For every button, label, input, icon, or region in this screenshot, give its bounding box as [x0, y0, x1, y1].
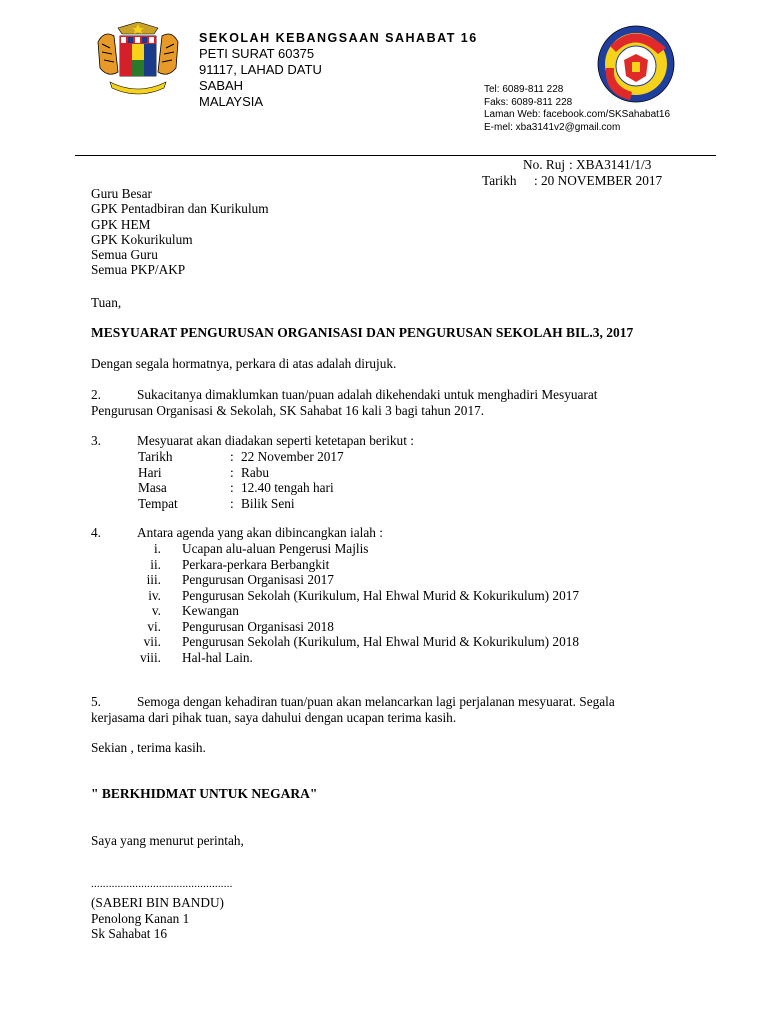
signatory-org: Sk Sahabat 16	[91, 926, 168, 941]
para-text: Mesyuarat akan diadakan seperti ketetapan berikut :	[137, 433, 414, 448]
agenda-item	[91, 541, 579, 557]
date-row	[482, 173, 662, 189]
agenda-number: v.	[151, 603, 161, 618]
contact-email: E-mel: xba3141v2@gmail.com	[484, 121, 621, 133]
reference-block	[482, 157, 662, 189]
signatory-title: Penolong Kanan 1	[91, 910, 190, 926]
agenda-item	[91, 588, 579, 604]
address-line: MALAYSIA	[199, 94, 264, 109]
detail-value: 22 November 2017	[241, 449, 344, 464]
header-divider	[75, 155, 716, 156]
agenda-item	[91, 650, 579, 666]
meeting-details	[138, 449, 344, 511]
date-value: : 20 NOVEMBER 2017	[534, 173, 663, 188]
agenda-item	[91, 557, 579, 573]
recipient: GPK HEM	[91, 216, 151, 232]
school-address-block	[199, 30, 478, 110]
contact-fax: Faks: 6089-811 228	[484, 96, 573, 108]
address-line: SABAH	[199, 78, 244, 93]
detail-row: Tarikh : 22 November 2017	[138, 449, 344, 464]
detail-row: Tempat : Bilik Seni	[138, 495, 295, 511]
agenda-number: iii.	[146, 572, 161, 587]
contact-phone: Tel: 6089-811 228	[484, 84, 564, 95]
letter-subject: MESYUARAT PENGURUSAN ORGANISASI DAN PENGURUSAN SEKOLAH BIL.3, 2017	[91, 325, 634, 340]
agenda-text: Pengurusan Sekolah (Kurikulum, Hal Ehwal Murid & Kokurikulum) 2018	[182, 634, 580, 649]
ref-value: : XBA3141/1/3	[569, 157, 652, 172]
agenda-text: Hal-hal Lain.	[182, 649, 253, 665]
detail-label: Tarikh	[138, 449, 173, 464]
agenda-number: iv.	[148, 587, 161, 603]
agenda-text: Pengurusan Organisasi 2017	[182, 572, 334, 587]
agenda-text: Kewangan	[182, 603, 239, 618]
agenda-text: Pengurusan Organisasi 2018	[182, 618, 334, 634]
address-line: 91117, LAHAD DATU	[199, 62, 322, 77]
agenda-number: i.	[153, 541, 161, 556]
date-label: Tarikh	[482, 173, 517, 188]
para-text-last: Pengurusan Organisasi & Sekolah, SK Sahabat 16 kali 3 bagi tahun 2017.	[91, 402, 485, 418]
agenda-text: Ucapan alu-aluan Pengerusi Majlis	[182, 541, 369, 556]
para-text: Semoga dengan kehadiran tuan/puan akan melancarkan lagi perjalanan mesyuarat. Segala	[137, 694, 615, 709]
detail-label: Masa	[138, 480, 167, 495]
para-number: 5.	[91, 694, 101, 709]
salutation: Tuan,	[91, 295, 122, 310]
detail-value: 12.40 tengah hari	[241, 480, 334, 495]
signatory-name: (SABERI BIN BANDU)	[91, 895, 224, 910]
contact-web: Laman Web: facebook.com/SKSahabat16	[484, 109, 671, 120]
ref-label: No. Ruj	[523, 157, 566, 172]
agenda-text: Pengurusan Sekolah (Kurikulum, Hal Ehwal Murid & Kokurikulum) 2017	[182, 587, 580, 603]
agenda-item	[91, 572, 579, 588]
para-text: Sukacitanya dimaklumkan tuan/puan adalah dikehendaki untuk menghadiri Mesyuarat	[137, 387, 598, 402]
paragraph-5	[91, 694, 670, 725]
recipient: GPK Kokurikulum	[91, 231, 193, 247]
paragraph-3	[91, 433, 414, 449]
contact-block	[484, 84, 670, 134]
signature-line: ................................................	[91, 878, 233, 890]
agenda-item	[91, 603, 579, 619]
agenda-number: vii.	[143, 634, 161, 649]
recipient: Guru Besar	[91, 186, 152, 201]
valediction: Saya yang menurut perintah,	[91, 833, 244, 848]
recipient: Semua Guru	[91, 247, 158, 263]
agenda-list	[91, 541, 579, 665]
recipient: Semua PKP/AKP	[91, 262, 186, 278]
agenda-number: vi.	[147, 618, 161, 634]
detail-label: Tempat	[138, 495, 178, 511]
signatory-block	[91, 895, 224, 942]
ref-row	[482, 157, 662, 173]
para-number: 2.	[91, 387, 101, 402]
paragraph-2	[91, 387, 670, 418]
agenda-item	[91, 634, 579, 650]
para-text: Antara agenda yang akan dibincangkan ialah :	[137, 525, 383, 540]
malaysia-coat-of-arms-icon	[88, 22, 188, 102]
intro-text: Dengan segala hormatnya, perkara di atas adalah dirujuk.	[91, 356, 397, 371]
detail-row: Hari : Rabu	[138, 464, 270, 480]
address-line: PETI SURAT 60375	[199, 46, 315, 61]
detail-label: Hari	[138, 464, 162, 480]
school-name: SEKOLAH KEBANGSAAN SAHABAT 16	[199, 31, 478, 45]
detail-value: Bilik Seni	[241, 495, 295, 511]
para-number: 4.	[91, 525, 101, 540]
agenda-number: viii.	[139, 649, 161, 665]
recipient-list	[91, 186, 269, 278]
para-text-last: kerjasama dari pihak tuan, saya dahului dengan ucapan terima kasih.	[91, 709, 457, 725]
para-number: 3.	[91, 433, 101, 448]
closing-text: Sekian , terima kasih.	[91, 740, 206, 755]
agenda-text: Perkara-perkara Berbangkit	[182, 556, 330, 572]
detail-value: Rabu	[241, 464, 270, 480]
detail-row: Masa : 12.40 tengah hari	[138, 480, 334, 495]
recipient: GPK Pentadbiran dan Kurikulum	[91, 201, 269, 217]
agenda-item	[91, 619, 579, 635]
motto: " BERKHIDMAT UNTUK NEGARA"	[91, 786, 318, 801]
paragraph-4	[91, 525, 383, 541]
agenda-number: ii.	[150, 556, 161, 572]
